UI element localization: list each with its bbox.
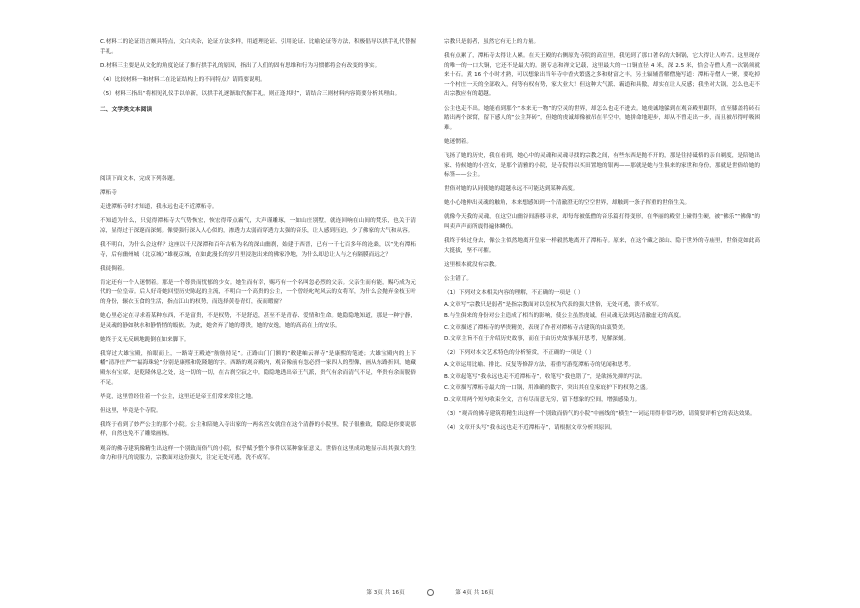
binding-circle-icon — [427, 589, 434, 596]
left-page-number: 第 3页 共 16页 — [366, 590, 405, 596]
article-paragraph: 走进潭柘寺时才知道，我永远也走不近潭柘寺。 — [100, 204, 218, 211]
article-paragraph: 毕竟，这里曾经住着一个公主，这里还是帝王们常来常往之地。 — [100, 393, 257, 400]
article-paragraph: 宗教只是弱者，虽然它有无上的力量。 — [444, 39, 540, 45]
article-paragraph: 我徒倜着。 — [100, 265, 128, 272]
option-d-paragraph: D.材料三主要是从文化的角度论证了推行拱手礼的原因，指出了人们的固有思维和行为习惯都将会有改变的事实。 — [100, 62, 381, 69]
question-1-stem: （1）下列对文本相关内容的理解，不正确的一项是（ ） — [444, 289, 584, 296]
question-1-option-d: D.文章主旨不在于介绍历史故事，而在于由历史故事展开思考，见解深刻。 — [444, 336, 630, 343]
question-5: （5）材料三指出“将相见礼仪手以单新，以拱手礼逐渐取代握手礼，则正逢其时”，请结合三则材料内容简要分析其理由。 — [100, 90, 401, 97]
article-paragraph: 我穿过大雄宝殿，抬眼而上，一路寄王殿迹“舫舫持足”。正路山门门额的“敕建岫云禅寺”是康熙的笔迹；大雄宝殿内的上下幡“清净庄严”“福海珠轮”分别是康熙和乾隆题的字。西路的观音殿内，观音像前有忽必烈一家四人的塑像，画从东路折回，她藏殿东有宝席，是乾隆休息之处，这一切的一切，在古刹空寂之中，隐隐地透出帝王气派，贵气有余而清气不足，华贵有余而脱俗不足。 — [100, 350, 416, 386]
question-1-option-c: C.文章描述了潭柘寺的华贵精美，表现了作者对潭柘寺古建筑的由衷赞美。 — [444, 324, 629, 331]
question-3: （3）“观音的佛寺建筑将精生出这样一个别致而俗气的小院”中画线的“横生”一词运用得非常巧妙，请简要评析它的表达效果。 — [444, 410, 756, 417]
question-2-option-c: C.文章描写潭柘寺最大的一口锅，用准确的数字，突出其在皇家庇护下的权势之盛。 — [444, 385, 652, 392]
question-4-right: （4）文章开头写“我永远也走不近潭柘寺”，请根据文章分析其原因。 — [444, 425, 616, 431]
right-column — [444, 38, 760, 438]
article-paragraph: 公主也走不出。她能看到那个“本来无一物”的空灵的世界，却怎么也走不进去。她虔诚地躲到在观音殿里跟拜，直至膝盖将砖石踏出两个深窝，留下感人的“公主拜砖”，但她的虔诚却像被吊在半空中，她拼命地迎步，却从不曾走出一步，而且被吊得呼吸困难。 — [444, 105, 760, 131]
question-2-stem: （2）下列对本文艺术特色的分析鉴赏，不正确的一项是（ ） — [444, 350, 595, 357]
article-paragraph: 就像今天我的灵魂，在这空山幽谷间游移寻求，却每每被低僧的音乐篇打得变形，在华丽的殿堂上碰得生硬，被“佛乐”“佛像”的叫卖声声而所震得遍体鳞伤。 — [444, 214, 760, 230]
article-paragraph: 她小心地伸出灵魂的触角，本来想感知到一个清澈澄无的空空世界，却触到一条子挥重的世俗生关。 — [444, 200, 691, 207]
article-paragraph: 我终于看到了妙严公主的那个小院。公主和陪她入寺出家的一两名宫女就住在这个清静的小院里，院子很雅致，隐隐是你要说那样，自然也免不了雕梁画栋。 — [100, 421, 416, 438]
article-paragraph: 但这里，毕竟是个寺院。 — [100, 407, 162, 414]
question-1-option-b: B.与生俱来的身份对公主造成了相当的影响，使公主虽然虔诚，但灵魂无法到达清澈虚无的高度。 — [444, 313, 685, 320]
page-footer — [0, 588, 860, 596]
article-paragraph: 观音的佛寺建筑像精生出这样一个别致而俗气的小院，似乎赋予整个事件以某种象征意义。世俗在这里成功地显示出其强大的生命力和非凡的说服力，宗教面对这份强大，注定无处可逃，洗不成军。 — [100, 445, 416, 462]
article-paragraph: 肯定还有一个人迷惘着。那是一个尊贵而忧郁的少女。她生而有幸，赐巧有一个名叫忽必烈的父亲。父亲生而有能，赐巧成为元代的一位皇帝。后人好奇她回望历史陈起的主流，不明白一个高贵的公主，一个曾经叱咤风云的女将军，为什么会抛弃金枝玉叶的身份，辗衣玉食的生活，指点江山的权势，而选择黄卷青灯，夜而暇窗？ — [100, 279, 416, 305]
reading-instruction: 阅读下面文本，完成下列各题。 — [100, 175, 179, 182]
question-2-option-d: D.文章用两个短句收束全文，言有尽而意无穷，留下想象的空间，增强感染力。 — [444, 396, 641, 403]
article-paragraph: 她终于义无反顾地跪倒在如来脚下。 — [100, 336, 190, 343]
article-paragraph: 我有点累了，潭柘寺太得让人累。在天王殿的右侧原先寺院的高宣里，我见到了那口著名的大铜锅，它大得让人咋舌。这里现存的唯一的一口大铜，它还不是最大的。据专志和禅文记载，这里最大的一口铜直径 4 米，深 2.5 米，恰会寺僧人煮一次锅须就来十石。煮 16 个小时才熟，可以想象出当年寺中香火繁盛之多和财富之丰，另土辐辅普解僧施写道：潭柘寺僧人一聚，要吃掉一个村庄一天的全部收入，何等有权有势，家大业大！但这种大气派、霸道和具傲，却实在让人反感；我坐对大锅，怎么也走不出宗教应有的超越。 — [444, 53, 760, 98]
article-paragraph: 我终于转过身去，像公主似然地离开皇家一样毅然地离开了潭柘寺。原来，在这个藏之深山、隐于世外的寺庙里，世俗竟如此高大挺拔，坚不可摧。 — [444, 238, 760, 254]
question-2-option-a: A.文章运用比喻、排比、反复等修辞方法，着重写游览潭柘寺的见闻和思考。 — [444, 362, 635, 369]
article-paragraph: 不知道为什么，只觉得潭柘寺大气势恢宏，恢宏得带点霸气，大声谨雕琢，一如山庄别墅，就连回响在山间的梵乐，也关于清凉，显得过于深邃而深刻。像要强行深入人心似的，渗透力太弱而穿透力太强的音乐，让人感到压迫，少了佛家的大气和从容。 — [100, 218, 416, 234]
article-paragraph: 飞扬了她的历史，我在看到，她心中的灵魂和灵魂寻找的宗教之间，有些东西是抛不开的，那是往持砥格的亲自剃度，是陪她出家、侍候她的小宫女，是那个清雅的小院，是寺院得以买田置地的银两——那就是她与生俱来的家世和身份，那就是世俗给她的标签——公主。 — [444, 152, 760, 179]
left-column — [100, 38, 416, 468]
question-1-option-a: A.文章写“宗教只是弱者”是指宗教面对以皇权为代表的强大世俗，无处可逃，溃不成军。 — [444, 301, 663, 308]
article-paragraph: 她心里必定在寻求着某种东西，不是富贵，不是权势，不是舒适，甚至不是青春、爱情和生命。她隐隐地知道，那是一种宁静，是灵魂的静如秋水和静悄悄的皈依。为此，她舍弃了她的尊贵，她的安逸，她的高高在上的安乐。 — [100, 313, 416, 329]
option-c-paragraph: C.材料二的论证语言颇具特点，文白夹杂，论证方法多样，用道理论证、引用论证、比喻论证等方法，积极倡导以拱手礼代替握手礼。 — [100, 39, 416, 55]
question-4: （4）比较材料一和材料二在论证结构上的不同特点？请简要说明。 — [100, 76, 266, 83]
article-paragraph: 我不明白，为什么会这样？这座以千尺深潭和百年古柘为名的深山幽刹，始建于西晋，已有一千七百多年的沧桑，以“先有潭柘寺，后有幽州城（北京城）”雄视京城，在如此漫长的岁月里浸泡出来的佛家净地，为什么却总让人与之有隔膜而远之？ — [100, 241, 416, 258]
section-heading: 二、文学类文本阅读 — [100, 106, 153, 113]
article-title: 潭柘寺 — [100, 190, 117, 197]
blank-space — [100, 117, 416, 175]
article-paragraph: 公主错了。 — [444, 275, 472, 282]
right-page-number: 第 4页 共 16页 — [455, 590, 494, 596]
question-2-option-b: B.文章起笔写“我永远也走不近潭柘寺”，收笔写“我也错了”，是欲扬先抑的写法。 — [444, 373, 646, 380]
article-paragraph: 世俗对她的认同使她的超越永远不可能达到某种高度。 — [444, 186, 579, 193]
article-paragraph: 她迷惘着。 — [444, 138, 472, 145]
article-paragraph: 这里根本就没有宗教。 — [444, 261, 500, 268]
